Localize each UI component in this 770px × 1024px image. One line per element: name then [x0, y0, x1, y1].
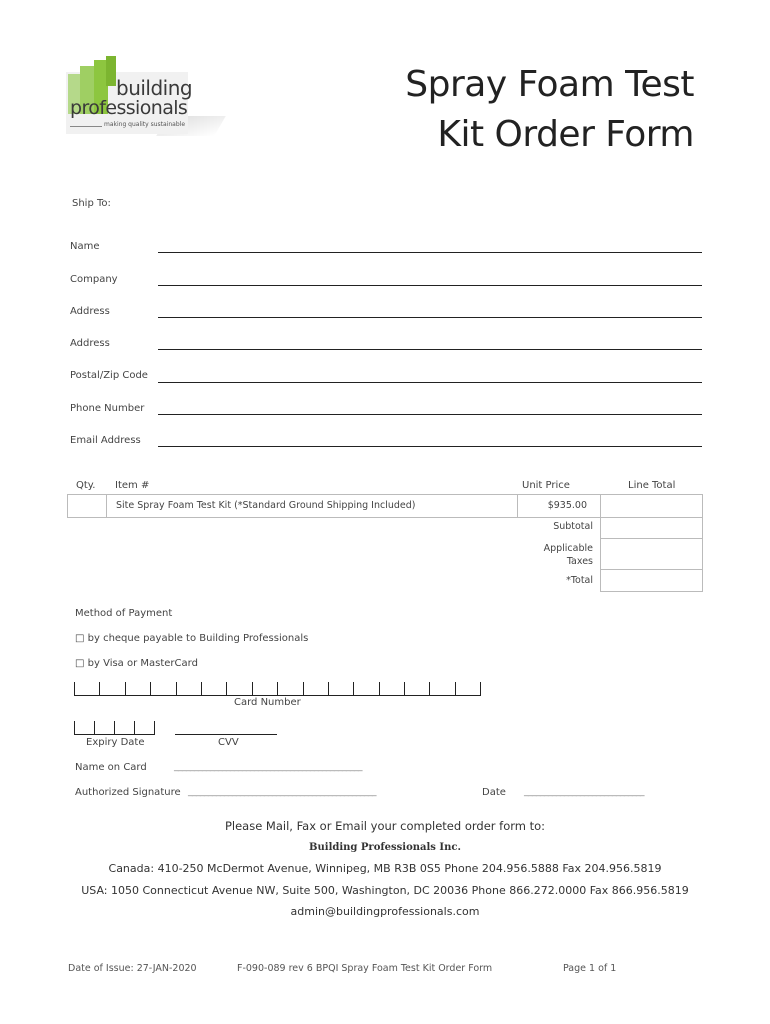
signature-field[interactable]: _______________________________________________	[188, 787, 376, 797]
signature-label: Authorized Signature	[75, 787, 181, 798]
card-number-label: Card Number	[234, 697, 301, 708]
postal-code-label: Postal/Zip Code	[70, 370, 148, 381]
form-title	[405, 60, 694, 160]
postal-code-field[interactable]	[158, 382, 702, 383]
date-label: Date	[482, 787, 506, 798]
name-on-card-field[interactable]: _______________________________________________	[174, 762, 362, 772]
line-total-cell[interactable]	[600, 494, 703, 518]
document-id: F-090-089 rev 6 BPQI Spray Foam Test Kit Order Form	[237, 963, 493, 974]
taxes-label	[520, 542, 593, 568]
canada-address: Canada: 410-250 McDermot Avenue, Winnipeg, MB R3B 0S5 Phone 204.956.5888 Fax 204.956.5819	[108, 862, 662, 875]
logo-tagline: making quality sustainable	[104, 121, 186, 128]
date-field[interactable]: ______________________________	[524, 787, 644, 797]
logo-word-professionals: professionals	[70, 97, 188, 119]
title-line-2: Kit Order Form	[437, 114, 694, 155]
taxes-label-line-1: Applicable	[543, 543, 593, 554]
qty-header: Qty.	[76, 480, 96, 491]
ship-to-heading: Ship To:	[72, 198, 111, 209]
unit-price-value: $935.00	[547, 500, 587, 511]
title-line-1: Spray Foam Test	[405, 64, 694, 105]
page-number: Page 1 of 1	[563, 963, 617, 974]
address-label-2: Address	[70, 338, 110, 349]
payment-heading: Method of Payment	[75, 608, 173, 619]
mailing-instruction: Please Mail, Fax or Email your completed order form to:	[224, 819, 546, 833]
address-field-1[interactable]	[158, 317, 702, 318]
company-field[interactable]	[158, 285, 702, 286]
line-total-header: Line Total	[628, 480, 676, 491]
phone-label: Phone Number	[70, 403, 145, 414]
expiry-date-field[interactable]	[74, 721, 155, 735]
item-description: Site Spray Foam Test Kit (*Standard Ground Shipping Included)	[116, 500, 416, 511]
name-on-card-label: Name on Card	[75, 762, 147, 773]
email-field[interactable]	[158, 446, 702, 447]
taxes-cell[interactable]	[600, 538, 703, 570]
item-cell	[106, 494, 518, 518]
company-logo	[66, 56, 221, 141]
address-field-2[interactable]	[158, 349, 702, 350]
usa-address: USA: 1050 Connecticut Avenue NW, Suite 500, Washington, DC 20036 Phone 866.272.0000 Fax 866.956.5819	[81, 884, 689, 897]
item-header: Item #	[115, 480, 150, 491]
unit-price-header: Unit Price	[522, 480, 570, 491]
cvv-label: CVV	[218, 737, 239, 748]
pay-by-card-option[interactable]: □ by Visa or MasterCard	[75, 658, 198, 669]
unit-price-cell	[517, 494, 601, 518]
logo-word-building: building	[116, 76, 193, 100]
total-label: *Total	[566, 575, 593, 586]
total-cell[interactable]	[600, 569, 703, 592]
taxes-label-line-2: Taxes	[566, 556, 593, 567]
name-label: Name	[70, 241, 100, 252]
address-label-1: Address	[70, 306, 110, 317]
phone-field[interactable]	[158, 414, 702, 415]
qty-cell[interactable]	[67, 494, 107, 518]
company-label: Company	[70, 274, 118, 285]
cvv-field[interactable]	[175, 734, 277, 735]
issue-date: Date of Issue: 27-JAN-2020	[68, 963, 197, 974]
contact-email[interactable]: admin@buildingprofessionals.com	[290, 905, 480, 918]
pay-by-cheque-option[interactable]: □ by cheque payable to Building Professionals	[75, 633, 309, 644]
email-label: Email Address	[70, 435, 141, 446]
name-field[interactable]	[158, 252, 702, 253]
card-number-field[interactable]	[74, 682, 481, 696]
subtotal-label: Subtotal	[553, 521, 593, 532]
company-name: Building Professionals Inc.	[309, 842, 461, 853]
subtotal-cell[interactable]	[600, 517, 703, 539]
expiry-date-label: Expiry Date	[86, 737, 145, 748]
